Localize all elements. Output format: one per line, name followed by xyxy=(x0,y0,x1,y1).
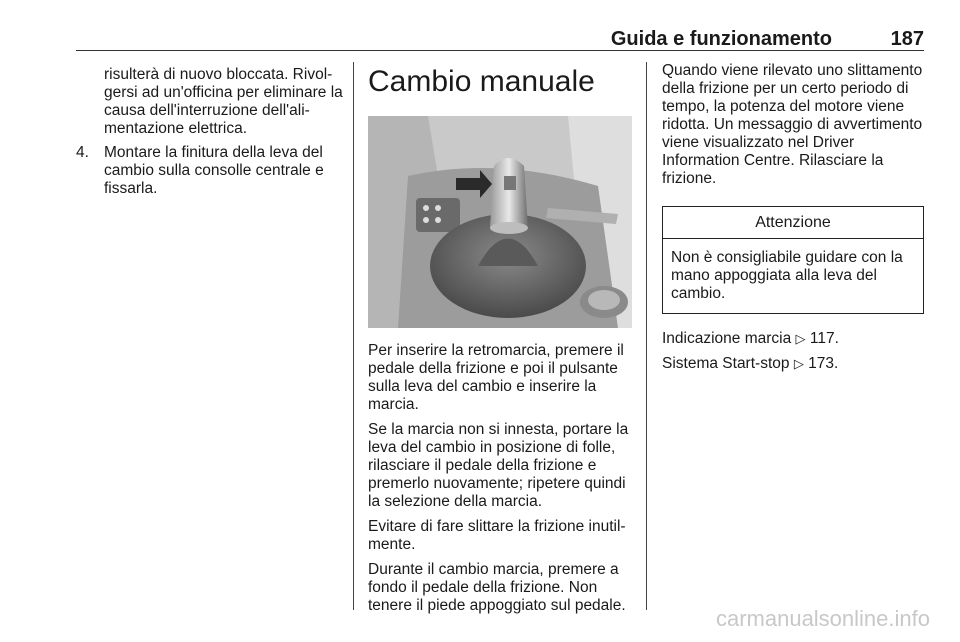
page-header xyxy=(76,28,924,51)
notice-box xyxy=(662,206,924,314)
paragraph: Per inserire la retromarcia, premere il pedale della frizione e poi il pulsante sulla leva del cambio e inserire la marcia. xyxy=(368,342,624,413)
page-number: 187 xyxy=(890,28,924,50)
section-body xyxy=(368,342,634,615)
reference-label: Indicazione marcia xyxy=(662,330,792,347)
header-title: Guida e funzionamento xyxy=(610,28,832,50)
step-number: 4. xyxy=(76,144,89,161)
column-divider-2 xyxy=(646,62,647,610)
cross-reference[interactable] xyxy=(662,330,924,348)
reference-label: Sistema Start-stop xyxy=(662,355,790,372)
paragraph: Evitare di fare slittare la frizione inutilmente. xyxy=(368,518,626,553)
continued-text: risulterà di nuovo bloccata. Rivolgersi ad un'officina per eliminare la causa dell'interruzione dell'alimentazione elettrica. xyxy=(104,66,343,137)
arrow-right-outline-icon: ▷ xyxy=(795,331,806,346)
notice-text: Non è consigliabile guidare con la mano appoggiata alla leva del cambio. xyxy=(671,249,903,302)
watermark: carmanualsonline.info xyxy=(715,606,930,631)
paragraph: Durante il cambio marcia, premere a fondo il pedale della frizione. Non tenere il piede appoggiato sul pedale. xyxy=(368,561,626,614)
column-left xyxy=(76,62,346,198)
step-item xyxy=(76,144,346,198)
gear-lever-illustration xyxy=(368,116,632,328)
column-divider-1 xyxy=(353,62,354,610)
intro-paragraph: Quando viene rilevato uno slittamento della frizione per un certo periodo di tempo, la potenza del motore viene ridotta. Un messaggio di avvertimento viene visualizzato nel Driver Information Centre. Rilasciare la frizione. xyxy=(662,62,923,187)
reference-page: 117. xyxy=(809,330,839,347)
arrow-right-outline-icon: ▷ xyxy=(793,356,804,371)
notice-title: Attenzione xyxy=(663,207,923,239)
step-text: Montare la finitura della leva del cambio sulla consolle centrale e fissarla. xyxy=(104,144,324,197)
cross-reference[interactable] xyxy=(662,355,924,373)
column-middle xyxy=(368,62,634,622)
section-title: Cambio manuale xyxy=(368,65,595,98)
paragraph: Se la marcia non si innesta, portare la leva del cambio in posizione di folle, rilasciare il pedale della frizione e premerlo nuovamente; ripetere quindi la selezione della marcia. xyxy=(368,421,629,510)
gear-lever-photo xyxy=(368,116,632,328)
column-right xyxy=(662,62,924,380)
reference-page: 173. xyxy=(808,355,839,372)
